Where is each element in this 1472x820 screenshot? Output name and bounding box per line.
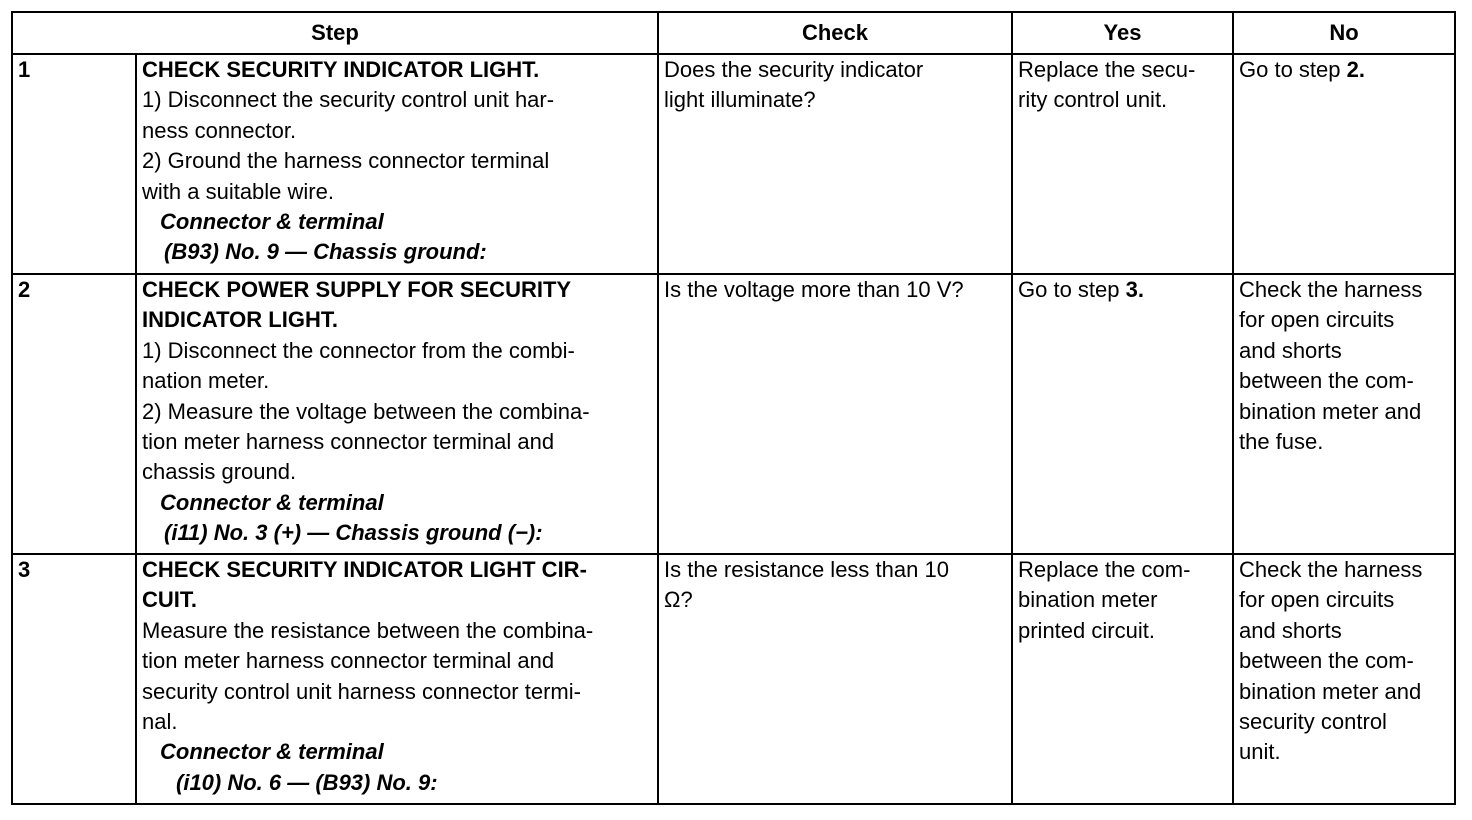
- check-cell: [658, 274, 1012, 554]
- connector-label: Connector & terminal: [160, 739, 384, 765]
- yes-line: Replace the com-: [1018, 557, 1191, 582]
- yes-cell: [1012, 54, 1233, 274]
- step-title: INDICATOR LIGHT.: [142, 307, 338, 333]
- no-line: between the com-: [1239, 368, 1414, 394]
- step-line: 2) Ground the harness connector terminal: [142, 148, 550, 174]
- check-cell: [658, 54, 1012, 274]
- check-line: Is the resistance less than 10: [664, 557, 949, 582]
- no-line: Check the harness: [1239, 277, 1423, 302]
- step-line: with a suitable wire.: [142, 178, 334, 204]
- step-line: nation meter.: [142, 368, 270, 394]
- step-description: [136, 54, 658, 274]
- header-yes: Yes: [1012, 12, 1233, 54]
- yes-line: rity control unit.: [1018, 87, 1168, 113]
- connector-label: Connector & terminal: [160, 209, 384, 235]
- step-line: security control unit harness connector termi-: [142, 678, 581, 704]
- no-line: Check the harness: [1239, 557, 1423, 582]
- no-text: Go to step: [1239, 57, 1347, 82]
- header-step: Step: [12, 12, 658, 54]
- table-row-step-2: [12, 274, 1455, 554]
- yes-line: Replace the secu-: [1018, 57, 1196, 82]
- yes-cell: [1012, 274, 1233, 554]
- step-title: CHECK SECURITY INDICATOR LIGHT.: [142, 57, 540, 82]
- step-line: 1) Disconnect the security control unit har-: [142, 87, 555, 113]
- diagnostic-table: [11, 11, 1456, 805]
- step-number: 1: [12, 54, 136, 274]
- step-title: CHECK POWER SUPPLY FOR SECURITY: [142, 277, 572, 302]
- step-title: CHECK SECURITY INDICATOR LIGHT CIR-: [142, 557, 587, 582]
- step-ref: 3.: [1125, 277, 1144, 302]
- yes-line: printed circuit.: [1018, 617, 1155, 643]
- step-title: CUIT.: [142, 587, 197, 613]
- step-line: 1) Disconnect the connector from the combi-: [142, 337, 575, 363]
- step-number: 3: [12, 554, 136, 804]
- no-cell: [1233, 54, 1455, 274]
- step-line: tion meter harness connector terminal and: [142, 648, 555, 674]
- connector-value: (i10) No. 6 — (B93) No. 9:: [176, 769, 438, 795]
- no-line: the fuse.: [1239, 429, 1324, 455]
- step-line: nal.: [142, 709, 178, 735]
- step-line: tion meter harness connector terminal and: [142, 429, 555, 455]
- connector-value: (i11) No. 3 (+) — Chassis ground (−):: [164, 520, 543, 546]
- no-line: bination meter and: [1239, 678, 1422, 704]
- no-line: for open circuits: [1239, 307, 1395, 333]
- table-row-step-3: [12, 554, 1455, 804]
- step-ref: 2.: [1346, 57, 1365, 82]
- yes-line: bination meter: [1018, 587, 1158, 613]
- check-line: Is the voltage more than 10 V?: [664, 277, 964, 302]
- no-cell: [1233, 554, 1455, 804]
- step-number: 2: [12, 274, 136, 554]
- no-line: bination meter and: [1239, 398, 1422, 424]
- step-description: [136, 274, 658, 554]
- check-line: light illuminate?: [664, 87, 816, 113]
- check-cell: [658, 554, 1012, 804]
- no-cell: [1233, 274, 1455, 554]
- yes-text: Go to step: [1018, 277, 1126, 302]
- step-line: Measure the resistance between the combina-: [142, 617, 594, 643]
- yes-cell: [1012, 554, 1233, 804]
- header-check: Check: [658, 12, 1012, 54]
- check-line: Does the security indicator: [664, 57, 924, 82]
- table-row-step-1: [12, 54, 1455, 274]
- no-line: between the com-: [1239, 648, 1414, 674]
- header-no: No: [1233, 12, 1455, 54]
- check-line: Ω?: [664, 587, 693, 613]
- step-line: ness connector.: [142, 117, 297, 143]
- no-line: for open circuits: [1239, 587, 1395, 613]
- no-line: unit.: [1239, 739, 1281, 765]
- no-line: security control: [1239, 709, 1387, 735]
- no-line: and shorts: [1239, 617, 1342, 643]
- no-line: and shorts: [1239, 337, 1342, 363]
- step-line: chassis ground.: [142, 459, 297, 485]
- step-description: [136, 554, 658, 804]
- step-line: 2) Measure the voltage between the combina-: [142, 398, 590, 424]
- connector-label: Connector & terminal: [160, 489, 384, 515]
- header-row: [12, 12, 1455, 54]
- connector-value: (B93) No. 9 — Chassis ground:: [164, 239, 487, 265]
